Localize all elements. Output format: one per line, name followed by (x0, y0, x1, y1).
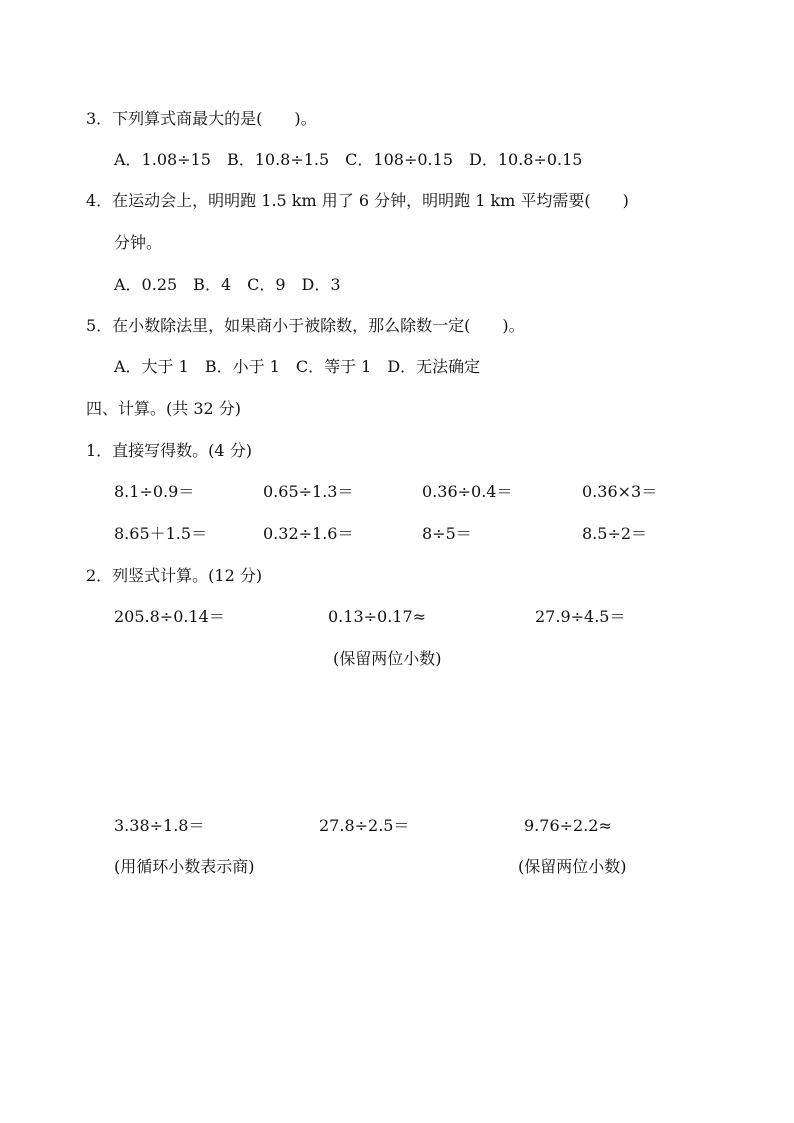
q4-options: A．0.25 B．4 C．9 D．3 (114, 275, 341, 294)
calc1-item: 8.5÷2＝ (582, 524, 648, 543)
q4-stem-line1: 4．在运动会上，明明跑 1.5 km 用了 6 分钟，明明跑 1 km 平均需要( ) (86, 191, 629, 210)
q5-options: A．大于 1 B．小于 1 C．等于 1 D．无法确定 (114, 357, 481, 376)
calc2-item: 9.76÷2.2≈ (524, 816, 612, 835)
calc2-item: 0.13÷0.17≈ (328, 607, 427, 626)
calc1-item: 0.32÷1.6＝ (263, 524, 354, 543)
calc1-item: 8.1÷0.9＝ (114, 482, 195, 501)
calc1-item: 0.36÷0.4＝ (422, 482, 513, 501)
q3-stem: 3．下列算式商最大的是( )。 (86, 109, 317, 128)
calc2-item: 3.38÷1.8＝ (114, 816, 205, 835)
section-4-title: 四、计算。(共 32 分) (86, 399, 242, 418)
calc1-title: 1．直接写得数。(4 分) (86, 441, 252, 460)
calc1-item: 8÷5＝ (422, 524, 472, 543)
calc2-title: 2．列竖式计算。(12 分) (86, 566, 263, 585)
calc2-note: (保留两位小数) (518, 857, 627, 876)
calc1-item: 0.36×3＝ (582, 482, 658, 501)
q3-options: A．1.08÷15 B．10.8÷1.5 C．108÷0.15 D．10.8÷0.15 (114, 150, 583, 169)
q5-stem: 5．在小数除法里，如果商小于被除数，那么除数一定( )。 (86, 316, 525, 335)
calc1-item: 0.65÷1.3＝ (263, 482, 354, 501)
q4-stem-line2: 分钟。 (114, 233, 163, 252)
calc2-note: (用循环小数表示商) (114, 857, 255, 876)
calc1-item: 8.65＋1.5＝ (114, 524, 208, 543)
calc2-item: 205.8÷0.14＝ (114, 607, 225, 626)
calc2-note: (保留两位小数) (333, 649, 442, 668)
calc2-item: 27.9÷4.5＝ (535, 607, 626, 626)
calc2-item: 27.8÷2.5＝ (319, 816, 410, 835)
